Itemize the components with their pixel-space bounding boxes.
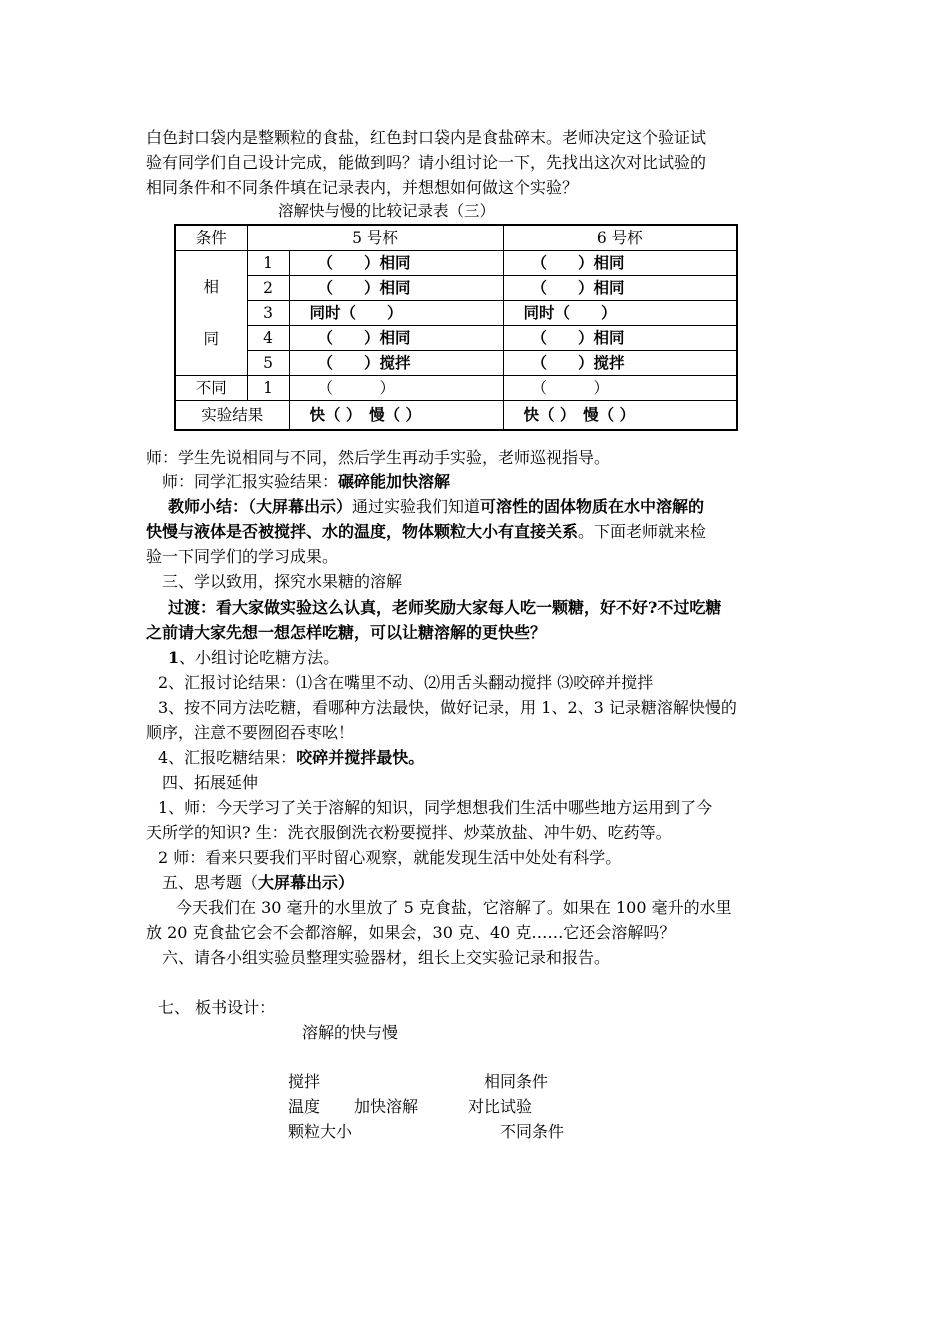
- board-left-item: 温度: [288, 1097, 321, 1116]
- board-middle: 加快溶解: [354, 1097, 419, 1116]
- item-1-text: 、小组讨论吃糖方法。: [179, 648, 340, 667]
- item-1-number: 1: [168, 648, 180, 667]
- header-condition: 条件: [175, 225, 247, 251]
- same-label-1: 相: [203, 278, 219, 296]
- cup5-cell: （ ）相同: [289, 251, 503, 276]
- cup6-cell: （ ）相同: [503, 276, 737, 301]
- cup5-cell: 同时（ ）: [289, 301, 503, 326]
- cup5-cell: （ ）: [289, 376, 503, 401]
- cup6-cell: （ ）搅拌: [503, 351, 737, 376]
- question-line-2: 放 20 克食盐它会不会都溶解，如果会，30 克、40 克……它还会溶解吗？: [146, 923, 676, 942]
- header-cup6: 6 号杯: [503, 225, 737, 251]
- report-result: 碾碎能加快溶解: [338, 472, 451, 491]
- row-number: 1: [247, 376, 289, 401]
- section-5-text: 五、思考题（: [162, 873, 259, 892]
- summary-label: 教师小结：（大屏幕出示）: [168, 497, 353, 516]
- cup5-cell: （ ）相同: [289, 276, 503, 301]
- extension-1-line-1: 1、师：今天学习了关于溶解的知识，同学想想我们生活中哪些地方运用到了今: [158, 798, 713, 817]
- summary-emphasis: 可溶性的固体物质在水中溶解的: [480, 497, 705, 516]
- row-number: 4: [247, 326, 289, 351]
- cup5-cell: （ ）相同: [289, 326, 503, 351]
- extension-2: 2 师：看来只要我们平时留心观察，就能发现生活中处处有科学。: [158, 848, 622, 867]
- row-number: 5: [247, 351, 289, 376]
- cup6-cell: （ ）相同: [503, 251, 737, 276]
- item-1: [168, 646, 339, 670]
- item-4: [158, 746, 424, 770]
- board-left-item: 颗粒大小: [288, 1122, 353, 1141]
- same-label: [175, 251, 247, 376]
- board-right-item: 不同条件: [500, 1122, 565, 1141]
- board-right-item: 相同条件: [484, 1072, 549, 1091]
- summary-line-2: [146, 520, 706, 544]
- item-2: 2、汇报讨论结果：⑴含在嘴里不动、⑵用舌头翻动搅拌 ⑶咬碎并搅拌: [158, 673, 654, 692]
- header-cup5: 5 号杯: [247, 225, 503, 251]
- same-label-2: 同: [203, 330, 219, 348]
- table-row: [175, 251, 737, 276]
- intro-line-2: 验有同学们自己设计完成，能做到吗？请小组讨论一下，先找出这次对比试验的: [146, 153, 707, 172]
- extension-1-line-2: 天所学的知识? 生：洗衣服倒洗衣粉要搅拌、炒菜放盐、冲牛奶、吃药等。: [146, 823, 672, 842]
- summary-text: 通过实验我们知道: [352, 497, 481, 516]
- board-title: 溶解的快与慢: [302, 1023, 399, 1042]
- cup5-result: 快（ ） 慢（ ）: [289, 401, 503, 431]
- result-row: [175, 401, 737, 431]
- summary-line-3: 验一下同学们的学习成果。: [146, 547, 339, 566]
- cup6-cell: （ ）: [503, 376, 737, 401]
- table-row: [175, 301, 737, 326]
- section-5-emphasis: 大屏幕出示）: [258, 873, 355, 892]
- table-row: [175, 376, 737, 401]
- cup6-cell: （ ）相同: [503, 326, 737, 351]
- table-caption: 溶解快与慢的比较记录表（三）: [278, 202, 496, 220]
- cup6-cell: 同时（ ）: [503, 301, 737, 326]
- section-3-heading: 三、学以致用，探究水果糖的溶解: [162, 572, 403, 591]
- intro-line-1: 白色封口袋内是整颗粒的食盐，红色封口袋内是食盐碎末。老师决定这个验证试: [146, 128, 707, 147]
- section-6-heading: 六、请各小组实验员整理实验器材，组长上交实验记录和报告。: [162, 948, 611, 967]
- diff-label: 不同: [175, 376, 247, 401]
- record-table: [174, 224, 738, 431]
- transition-line-1: 过渡：看大家做实验这么认真，老师奖励大家每人吃一颗糖，好不好?不过吃糖: [168, 598, 722, 617]
- item-4-text: 4、汇报吃糖结果：: [158, 748, 297, 767]
- item-3-line-1: 3、按不同方法吃糖，看哪种方法最快，做好记录，用 1、2、3 记录糖溶解快慢的: [158, 698, 737, 717]
- question-line-1: 今天我们在 30 毫升的水里放了 5 克食盐，它溶解了。如果在 100 毫升的水里: [176, 898, 732, 917]
- table-row: [175, 326, 737, 351]
- row-number: 1: [247, 251, 289, 276]
- table-row: [175, 276, 737, 301]
- summary-text-2: 。下面老师就来检: [578, 522, 707, 541]
- section-5-heading: [162, 871, 354, 895]
- intro-line-3: 相同条件和不同条件填在记录表内，并想想如何做这个实验？: [146, 178, 579, 197]
- result-label: 实验结果: [175, 401, 289, 431]
- table-header-row: [175, 225, 737, 251]
- section-7-heading: 七、 板书设计：: [158, 998, 276, 1017]
- item-4-result: 咬碎并搅拌最快。: [296, 748, 425, 767]
- summary-line-1: [168, 495, 704, 519]
- row-number: 3: [247, 301, 289, 326]
- cup6-result: 快（ ） 慢（ ）: [503, 401, 737, 431]
- table-row: [175, 351, 737, 376]
- board-left-item: 搅拌: [288, 1072, 321, 1091]
- item-3-line-2: 顺序，注意不要囫囵吞枣吆！: [146, 723, 355, 742]
- board-right-item: 对比试验: [468, 1097, 533, 1116]
- section-4-heading: 四、拓展延伸: [162, 773, 259, 792]
- transition-line-2: 之前请大家先想一想怎样吃糖，可以让糖溶解的更快些？: [146, 623, 547, 642]
- summary-emphasis-2: 快慢与液体是否被搅拌、水的温度，物体颗粒大小有直接关系: [146, 522, 579, 541]
- paragraph-report: [162, 470, 450, 494]
- paragraph-teacher-guide: 师：学生先说相同与不同，然后学生再动手实验，老师巡视指导。: [146, 448, 611, 467]
- report-text: 师：同学汇报实验结果：: [162, 472, 339, 491]
- row-number: 2: [247, 276, 289, 301]
- cup5-cell: （ ）搅拌: [289, 351, 503, 376]
